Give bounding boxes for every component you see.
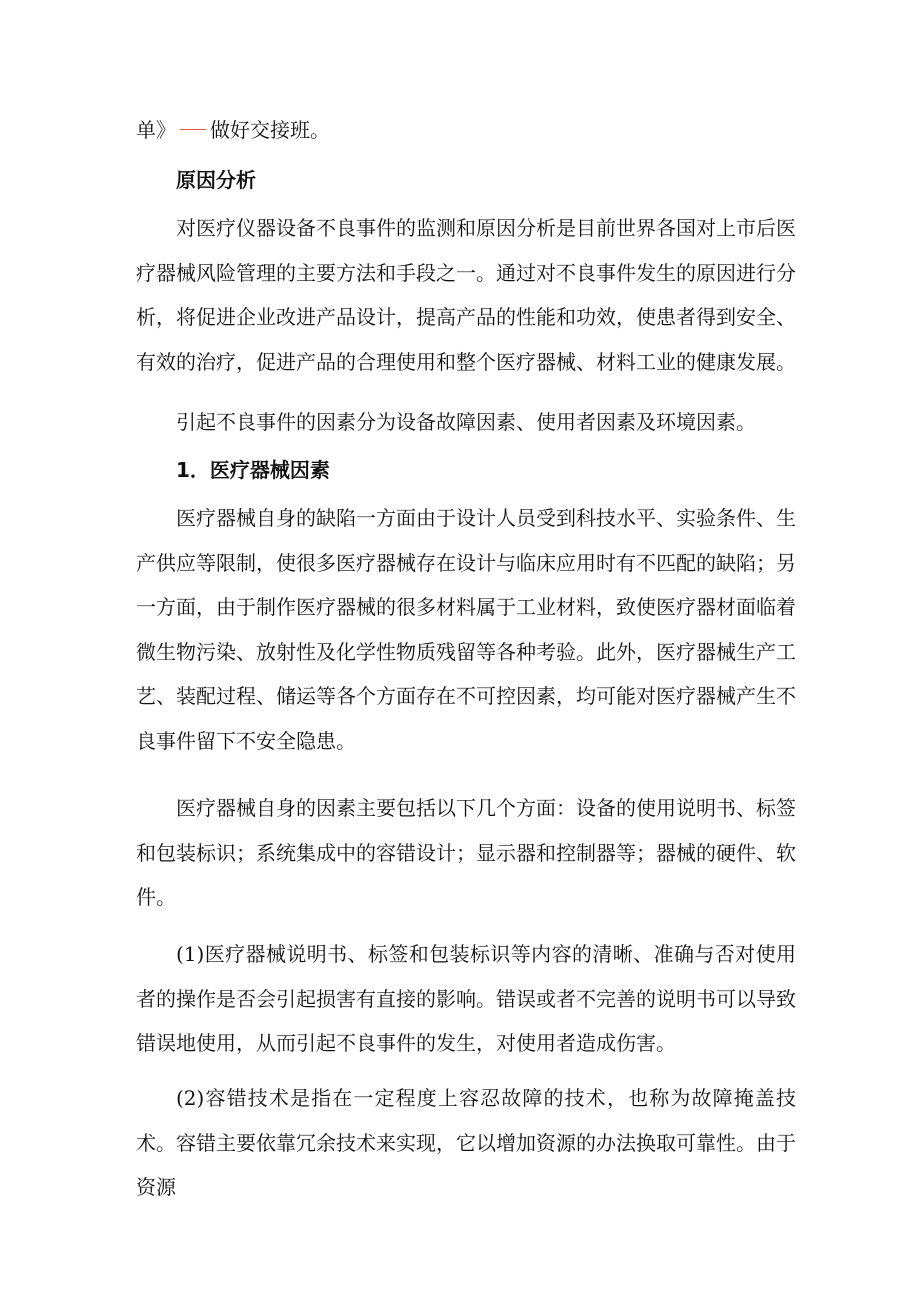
heading-cause-analysis: 原因分析 [176, 168, 256, 192]
heading-device-factors: 1．医疗器械因素 [176, 458, 330, 482]
paragraph-factors: 引起不良事件的因素分为设备故障因素、使用者因素及环境因素。 [176, 410, 756, 434]
paragraph-item-2: (2)容错技术是指在一定程度上容忍故障的技术，也称为故障掩盖技术。容错主要依靠冗余技术来实现，它以增加资源的办法换取可靠性。由于资源 [136, 1086, 796, 1199]
red-dash-mark [180, 129, 206, 130]
paragraph-device-defects: 医疗器械自身的缺陷一方面由于设计人员受到科技水平、实验条件、生产供应等限制，使很多医疗器械存在设计与临床应用时有不匹配的缺陷；另一方面，由于制作医疗器械的很多材料属于工业材料，致使医疗器材面临着微生物污染、放射性及化学性物质残留等各种考验。此外，医疗器械生产工艺、装配过程、储运等各个方面存在不可控因素，均可能对医疗器械产生不良事件留下不安全隐患。 [136, 506, 796, 753]
paragraph-fragment [136, 108, 796, 153]
paragraph-intro: 对医疗仪器设备不良事件的监测和原因分析是目前世界各国对上市后医疗器械风险管理的主要方法和手段之一。通过对不良事件发生的原因进行分析，将促进企业改进产品设计，提高产品的性能和功效，使患者得到安全、有效的治疗，促进产品的合理使用和整个医疗器械、材料工业的健康发展。 [136, 216, 796, 374]
paragraph-device-aspects: 医疗器械自身的因素主要包括以下几个方面：设备的使用说明书、标签和包装标识；系统集成中的容错设计；显示器和控制器等；器械的硬件、软件。 [136, 796, 796, 909]
fragment-before: 单》 [136, 118, 176, 142]
paragraph-item-1: (1)医疗器械说明书、标签和包装标识等内容的清晰、准确与否对使用者的操作是否会引起损害有直接的影响。错误或者不完善的说明书可以导致错误地使用，从而引起不良事件的发生，对使用者造成伤害。 [136, 942, 796, 1055]
fragment-after: 做好交接班。 [210, 118, 330, 142]
